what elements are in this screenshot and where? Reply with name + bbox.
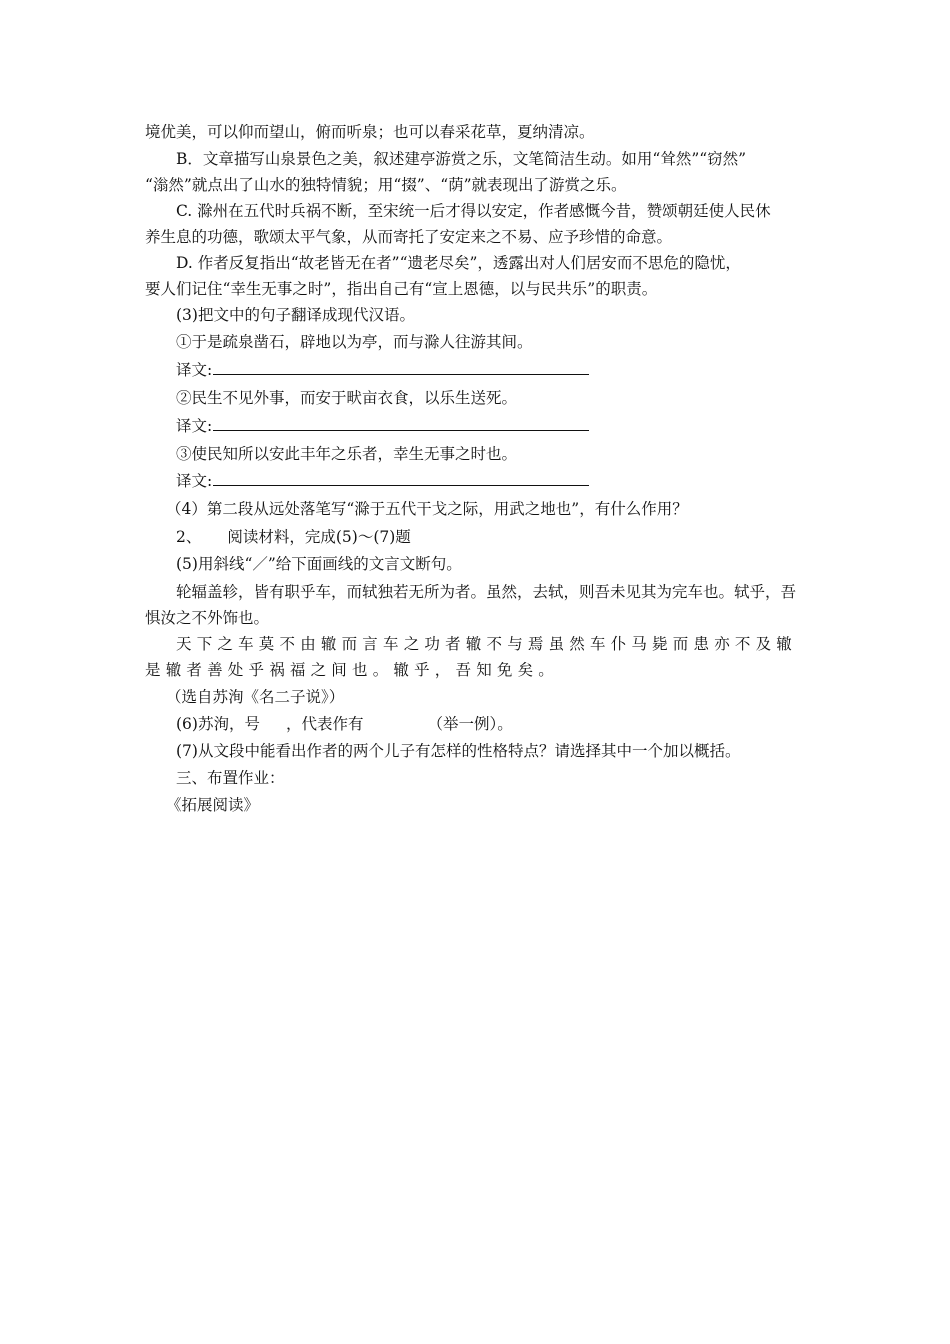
sentence-1: ①于是疏泉凿石，辟地以为亭，而与滁人往游其间。	[176, 333, 533, 351]
option-c-line2: 养生息的功德，歌颂太平气象，从而寄托了安定来之不易、应予珍惜的命意。	[145, 228, 673, 246]
option-b-line2: “滃然”就点出了山水的独特情貌；用“掇”、“荫”就表现出了游赏之乐。	[145, 176, 627, 194]
section-instruction: 阅读材料，完成(5)～(7)题	[227, 528, 411, 546]
homework-heading: 三、布置作业：	[176, 769, 285, 787]
option-a-continuation: 境优美，可以仰而望山，俯而听泉；也可以春采花草，夏纳清凉。	[145, 123, 595, 141]
question-3: (3)把文中的句子翻译成现代汉语。	[176, 306, 415, 324]
option-b-line1: B．文章描写山泉景色之美，叙述建亭游赏之乐，文笔简洁生动。如用“耸然”“窃然”	[176, 150, 747, 168]
answer-blank-2[interactable]	[213, 415, 589, 431]
answer-blank-3[interactable]	[213, 470, 589, 486]
question-5: (5)用斜线“／”给下面画线的文言文断句。	[176, 555, 462, 573]
section-number: 2、	[176, 528, 202, 546]
source-citation: （选自苏洵《名二子说》）	[166, 688, 345, 706]
translation-label: 译文:	[176, 417, 213, 435]
passage-line2: 惧汝之不外饰也。	[145, 609, 270, 627]
translation-label: 译文:	[176, 472, 213, 490]
homework-item: 《拓展阅读》	[166, 796, 260, 814]
translation-label: 译文:	[176, 361, 213, 379]
punctuation-passage-line2: 是辙者善处乎祸福之间也。辙乎，吾知免矣。	[145, 661, 560, 679]
punctuation-passage-line1: 天下之车莫不由辙而言车之功者辙不与焉虽然车仆马毙而患亦不及辙	[176, 635, 798, 653]
question-4: （4）第二段从远处落笔写“滁于五代干戈之际，用武之地也”，有什么作用？	[166, 500, 688, 518]
translation-3-row	[176, 468, 589, 494]
option-d-line1: D. 作者反复指出“故老皆无在者”“遗老尽矣”，透露出对人们居安而不思危的隐忧，	[176, 254, 741, 272]
translation-1-row	[176, 357, 589, 383]
option-d-line2: 要人们记住“幸生无事之时”，指出自己有“宣上恩德，以与民共乐”的职责。	[145, 280, 658, 298]
translation-2-row	[176, 413, 589, 439]
question-7: (7)从文段中能看出作者的两个儿子有怎样的性格特点？请选择其中一个加以概括。	[176, 742, 741, 760]
sentence-2: ②民生不见外事，而安于畎亩衣食，以乐生送死。	[176, 389, 518, 407]
sentence-3: ③使民知所以安此丰年之乐者，幸生无事之时也。	[176, 445, 518, 463]
question-6: (6)苏洵，号 ，代表作有 （举一例）。	[176, 715, 513, 733]
option-c-line1: C. 滁州在五代时兵祸不断，至宋统一后才得以安定，作者感慨今昔，赞颂朝廷使人民休	[176, 202, 771, 220]
section-2-heading	[176, 524, 411, 550]
passage-line1: 轮辐盖轸，皆有职乎车，而轼独若无所为者。虽然，去轼，则吾未见其为完车也。轼乎，吾	[176, 583, 797, 601]
answer-blank-1[interactable]	[213, 359, 589, 375]
